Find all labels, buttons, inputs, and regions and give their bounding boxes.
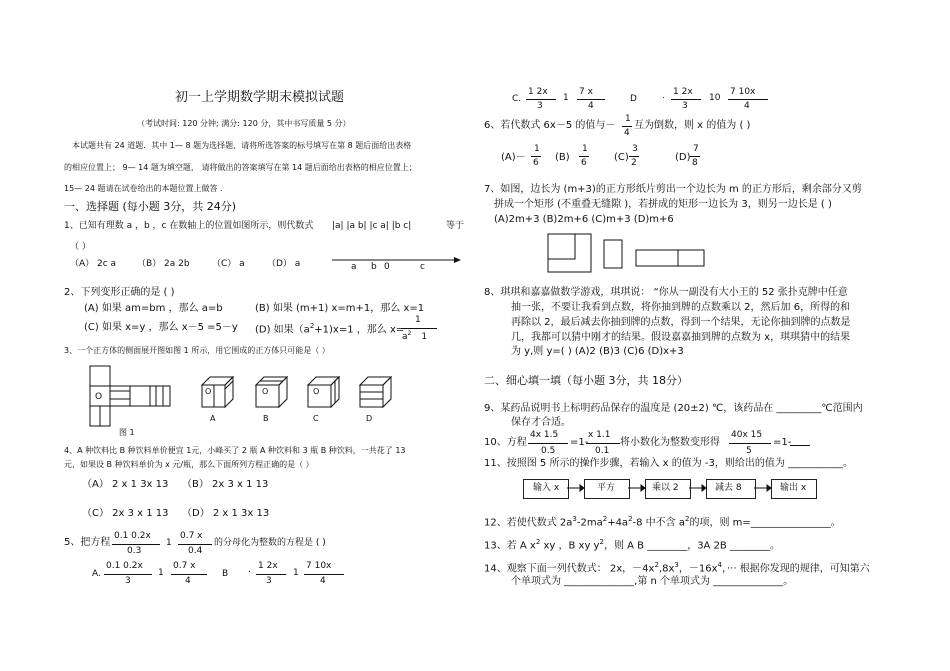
q2-stem: 2、下列变形正确的是 ( ) — [64, 287, 175, 298]
q5-a-label: A. — [92, 569, 101, 579]
axis-label-0: 0 — [384, 262, 390, 272]
cube-option-a-label: A — [210, 414, 216, 423]
q6-option-c-label: (C) — [614, 152, 629, 163]
q2-d-mid: +1)x=1 ，那么 x= — [314, 324, 405, 336]
q5-a-frac2-den: 4 — [185, 576, 191, 586]
q14-mid-1: ,8x — [658, 563, 675, 575]
q6-option-d-den: 8 — [692, 158, 698, 168]
cube-option-d-figure — [360, 377, 395, 407]
q5-d-ten: 10 — [709, 93, 721, 103]
cut-pieces-figure — [604, 240, 624, 270]
q1-option-d: （D） a — [267, 259, 301, 269]
flow-step-output-label: 输出 x — [780, 483, 807, 493]
intro-line-1: 本试题共有 24 道题．其中 1— 8 题为选择题，请将所选答案的标号填写在第 8 题后面给出表格 — [72, 141, 412, 150]
q9-line-2: 保存才合适。 — [511, 417, 571, 428]
q5-c-frac1-bar — [526, 99, 556, 100]
q7-line-2: 拼成一个矩形 (不重叠无缝隙 )，若拼成的矩形一边长为 3，则另一边长是 ( ) — [494, 199, 832, 210]
q5-b-frac1-bar — [256, 574, 286, 575]
q4-line-2: 元，如果设 B 种饮料单价为 x 元/瓶，那么下面所列方程正确的是（ ） — [64, 460, 314, 469]
axis-label-a: a — [351, 262, 357, 272]
q12-mid-3: -8 中不含 a — [632, 517, 685, 529]
section-1-heading: 一、选择题 (每小题 3分，共 24分) — [64, 200, 237, 213]
page-title: 初一上学期数学期末模拟试题 — [175, 90, 345, 105]
q6-option-a-num: 1 — [534, 144, 540, 154]
q10-prefix: 10、方程 — [484, 437, 527, 448]
q4-line-1: 4、A 种饮料比 B 种饮料单价便宜 1元，小峰买了 2 瓶 A 种饮料和 3 瓶 B 种饮料，一共花了 13 — [64, 446, 406, 455]
q5-a-frac1-num: 0.1 0.2x — [106, 561, 143, 571]
q8-line-5: 为 y,则 y=( ) (A)2 (B)3 (C)6 (D)x+3 — [511, 346, 684, 357]
cube-option-d-label: D — [366, 414, 373, 423]
q10-frac2-bar — [586, 443, 620, 444]
q10-frac3-num: 40x 15 — [731, 430, 763, 440]
q1-option-a: （A） 2c a — [70, 259, 117, 269]
q6-option-c-bar — [629, 156, 639, 157]
q6-option-c-den: 2 — [631, 158, 637, 168]
q14-line-1 — [484, 561, 870, 575]
q10-frac3-bar — [729, 443, 771, 444]
cube-option-a-mark: O — [205, 387, 212, 396]
intro-line-3: 15— 24 题请在试卷给出的本题位置上做答 . — [64, 184, 223, 193]
q3-stem: 3、一个正方体的侧面展开图如图 1 所示，用它围成的正方体只可能是（ ） — [64, 346, 330, 355]
q5-b-dot: . — [248, 565, 251, 575]
q1-paren: （ ） — [70, 242, 91, 252]
q14-line-2: 个单项式为 ______________,第 n 个单项式为 ______________。 — [511, 576, 794, 587]
axis-label-c: c — [420, 262, 425, 272]
q5-c-frac1-den: 3 — [537, 101, 543, 111]
flow-step-subtract-label: 减去 8 — [715, 483, 742, 493]
q6-option-b-label: (B) — [555, 152, 570, 163]
q2-option-d — [255, 322, 404, 336]
intro-line-2: 的相应位置上； 9— 14 题为填空题， 请将做出的答案填写在第 14 题后面给出表格的相应位置上； — [64, 163, 417, 172]
q2-option-b: (B) 如果 (m+1) x=m+1，那么 x=1 — [255, 303, 425, 314]
q13-tail: ，则 A B ________，3A 2B ________。 — [603, 540, 780, 552]
q6-option-a-bar — [531, 156, 541, 157]
cube-net-figure — [90, 366, 175, 426]
q2-d-den-sup: 2 — [407, 330, 412, 337]
q12-mid-2: +4a — [607, 517, 629, 529]
rectangle-figure — [636, 250, 706, 270]
q1-stem: 1、已知有理数 a ，b ，c 在数轴上的位置如图所示，则代数式 — [64, 221, 314, 231]
q5-stem-prefix: 5、把方程 — [64, 537, 111, 548]
q5-frac1-bar — [112, 544, 160, 545]
q10-frac1-den: 0.5 — [541, 446, 556, 456]
flow-step-square-label: 平方 — [597, 483, 616, 493]
q5-a-frac2-bar — [171, 574, 207, 575]
q5-frac1-num: 0.1 0.2x — [114, 531, 151, 541]
section-2-heading: 二、细心填一填（每小题 3分，共 18分） — [484, 374, 688, 387]
q2-d-sup: 2 — [309, 322, 315, 330]
q5-d-frac1-bar — [671, 99, 701, 100]
q2-d-frac-den — [402, 330, 427, 343]
q5-frac2-num: 0.7 x — [180, 531, 203, 541]
q12-line — [484, 515, 841, 529]
q5-b-label: B — [222, 569, 229, 579]
q6-frac-den: 4 — [624, 128, 630, 138]
q14-prefix: 14、观察下面一列代数式： 2x，－4x — [484, 563, 655, 575]
cube-option-c-mark: O — [313, 387, 320, 396]
cube-net-mark: O — [95, 392, 103, 402]
q5-a-frac1-den: 3 — [125, 576, 131, 586]
figure-1-caption: 图 1 — [119, 428, 135, 437]
q14-mid-2: ，－16x — [678, 563, 718, 575]
q5-frac1-den: 0.3 — [127, 546, 142, 556]
q5-b-frac1-den: 3 — [266, 576, 272, 586]
q2-d-den-a: a — [402, 332, 408, 342]
cube-option-c-label: C — [313, 414, 319, 423]
q2-option-c: (C) 如果 x=y ，那么 x－5 =5－y — [84, 322, 238, 333]
q5-stem-post: 的分母化为整数的方程是 ( ) — [214, 538, 326, 548]
q12-prefix: 12、若使代数式 2a — [484, 517, 573, 529]
exam-info: （考试时间: 120 分钟; 满分: 120 分，其中书写质量 5 分） — [137, 119, 351, 128]
q12-sup-2: 2 — [602, 515, 608, 523]
q8-line-1: 8、琪琪和嘉嘉做数学游戏，琪琪说： “你从一副没有大小王的 52 张扑克牌中任意 — [484, 287, 848, 298]
q4-option-b: （B） 2x 3 x 1 13 — [182, 479, 269, 490]
q12-tail: 的项，则 m=________________。 — [689, 517, 841, 529]
square-cut-figure — [548, 234, 593, 274]
q10-frac1-num: 4x 1.5 — [530, 430, 559, 440]
q6-option-d-num: 7 — [693, 144, 699, 154]
q5-b-frac2-den: 4 — [320, 576, 326, 586]
q9-line-1: 9、某药品说明书上标明药品保存的温度是 (20±2) ℃，该药品在 _________℃范围内 — [484, 403, 863, 414]
q6-option-d-bar — [690, 156, 700, 157]
q8-line-4: 几，我都可以猜中刚才的结果。假设嘉嘉抽到牌的点数为 x，琪琪猜中的结果 — [511, 332, 851, 343]
q2-d-frac-bar — [401, 328, 437, 329]
q8-line-3: 再除以 2，最后减去你抽到牌的点数，得到一个结果，无论你抽到牌的点数是 — [511, 317, 851, 328]
q14-post: ，··· 根据你发现的规律，可知第六 — [722, 563, 870, 575]
q5-a-frac2-num: 0.7 x — [173, 561, 196, 571]
q6-option-b-num: 1 — [582, 144, 588, 154]
q6-frac-bar — [622, 126, 632, 127]
q13-prefix: 13、若 A x — [484, 540, 536, 552]
cube-option-b-label: B — [263, 414, 269, 423]
q14-sup-2: 3 — [674, 561, 679, 569]
q10-middle: 将小数化为整数变形得 — [620, 437, 720, 448]
q10-frac2-num: x 1.1 — [588, 430, 611, 440]
q14-sup-1: 2 — [654, 561, 659, 569]
q10-frac2-den: 0.1 — [595, 446, 610, 456]
q5-c-frac2-den: 4 — [588, 101, 594, 111]
q5-frac2-den: 0.4 — [188, 546, 203, 556]
q10-frac3-den: 5 — [746, 446, 752, 456]
q2-d-frac-num: 1 — [415, 315, 421, 325]
q1-option-c: （C） a — [212, 259, 245, 269]
q6-stem-post: 互为倒数，则 x 的值为 ( ) — [634, 120, 751, 131]
cube-option-b-mark: O — [262, 387, 269, 396]
q8-line-2: 抽一张，不要让我看到点数，将你抽到牌的点数乘以 2，然后加 6，所得的和 — [511, 302, 851, 313]
q12-sup-3: 2 — [628, 515, 633, 523]
flow-step-input-label: 输入 x — [533, 483, 560, 493]
q6-frac-num: 1 — [625, 114, 631, 124]
q5-d-frac1-num: 1 2x — [673, 87, 693, 97]
q5-a-one: 1 — [158, 568, 164, 578]
q2-option-a: (A) 如果 am=bm ，那么 a=b — [84, 303, 223, 314]
q5-c-one: 1 — [563, 93, 569, 103]
q12-sup-1: 3 — [572, 515, 577, 523]
q7-options: (A)2m+3 (B)2m+6 (C)m+3 (D)m+6 — [494, 214, 674, 225]
q5-one: 1 — [166, 538, 172, 548]
q10-frac1-bar — [528, 443, 568, 444]
q5-b-frac1-num: 1 2x — [258, 561, 278, 571]
q4-option-a: （A） 2 x 1 3x 13 — [82, 479, 169, 490]
flow-arrows — [567, 483, 777, 493]
q5-c-frac1-num: 1 2x — [528, 87, 548, 97]
q5-a-frac1-bar — [104, 574, 152, 575]
q5-b-frac2-num: 7 10x — [306, 561, 332, 571]
q6-option-c-num: 3 — [632, 144, 638, 154]
q12-sup-4: 2 — [685, 515, 690, 523]
q1-expression: |a| |a b| |c a| |b c| — [332, 221, 412, 231]
q10-tail: =1- — [773, 437, 792, 448]
q4-option-c: （C） 2x 3 x 1 13 — [82, 508, 169, 519]
q1-option-b: （B） 2a 2b — [137, 259, 190, 269]
q6-option-a-label: (A)－ — [501, 152, 526, 163]
q2-d-den-tail: 1 — [421, 332, 428, 342]
q5-b-one: 1 — [293, 568, 299, 578]
q10-equals: =1- — [570, 437, 589, 448]
flow-step-multiply-label: 乘以 2 — [652, 483, 679, 493]
q6-option-b-bar — [579, 156, 589, 157]
q13-sup-2: 2 — [599, 538, 604, 546]
q11-stem: 11、按照图 5 所示的操作步骤，若输入 x 的值为 -3，则给出的值为 ___________。 — [484, 458, 854, 469]
q6-option-b-den: 6 — [581, 158, 587, 168]
q14-sup-3: 4 — [717, 561, 722, 569]
q4-option-d: （D） 2 x 1 3x 13 — [182, 508, 270, 519]
q13-line — [484, 538, 780, 552]
q5-c-label: C. — [512, 94, 522, 104]
axis-label-b: b — [371, 262, 377, 272]
q12-mid-1: -2ma — [576, 517, 603, 529]
q1-tail: 等于 — [446, 221, 465, 231]
q2-d-prefix: (D) 如果（a — [255, 324, 310, 336]
q6-option-a-den: 6 — [533, 158, 539, 168]
q6-stem-prefix: 6、若代数式 6x－5 的值与－ — [484, 120, 616, 131]
q5-d-frac2-den: 4 — [744, 101, 750, 111]
q5-b-frac2-bar — [304, 574, 344, 575]
q13-sup-1: 2 — [535, 538, 541, 546]
q10-blank — [790, 445, 810, 446]
q5-d-dot: . — [662, 91, 665, 101]
q5-d-frac2-bar — [728, 99, 768, 100]
q5-d-frac2-num: 7 10x — [730, 87, 756, 97]
q6-option-d-label: (D) — [675, 152, 691, 163]
q13-mid: xy ，B xy y — [540, 540, 600, 552]
q5-d-frac1-den: 3 — [682, 101, 688, 111]
q5-d-label: D — [630, 94, 637, 104]
q5-c-frac2-bar — [577, 99, 605, 100]
q5-c-frac2-num: 7 x — [579, 87, 593, 97]
q5-frac2-bar — [178, 544, 212, 545]
q7-line-1: 7、如图，边长为 (m+3)的正方形纸片剪出一个边长为 m 的正方形后，剩余部分又剪 — [484, 184, 862, 195]
